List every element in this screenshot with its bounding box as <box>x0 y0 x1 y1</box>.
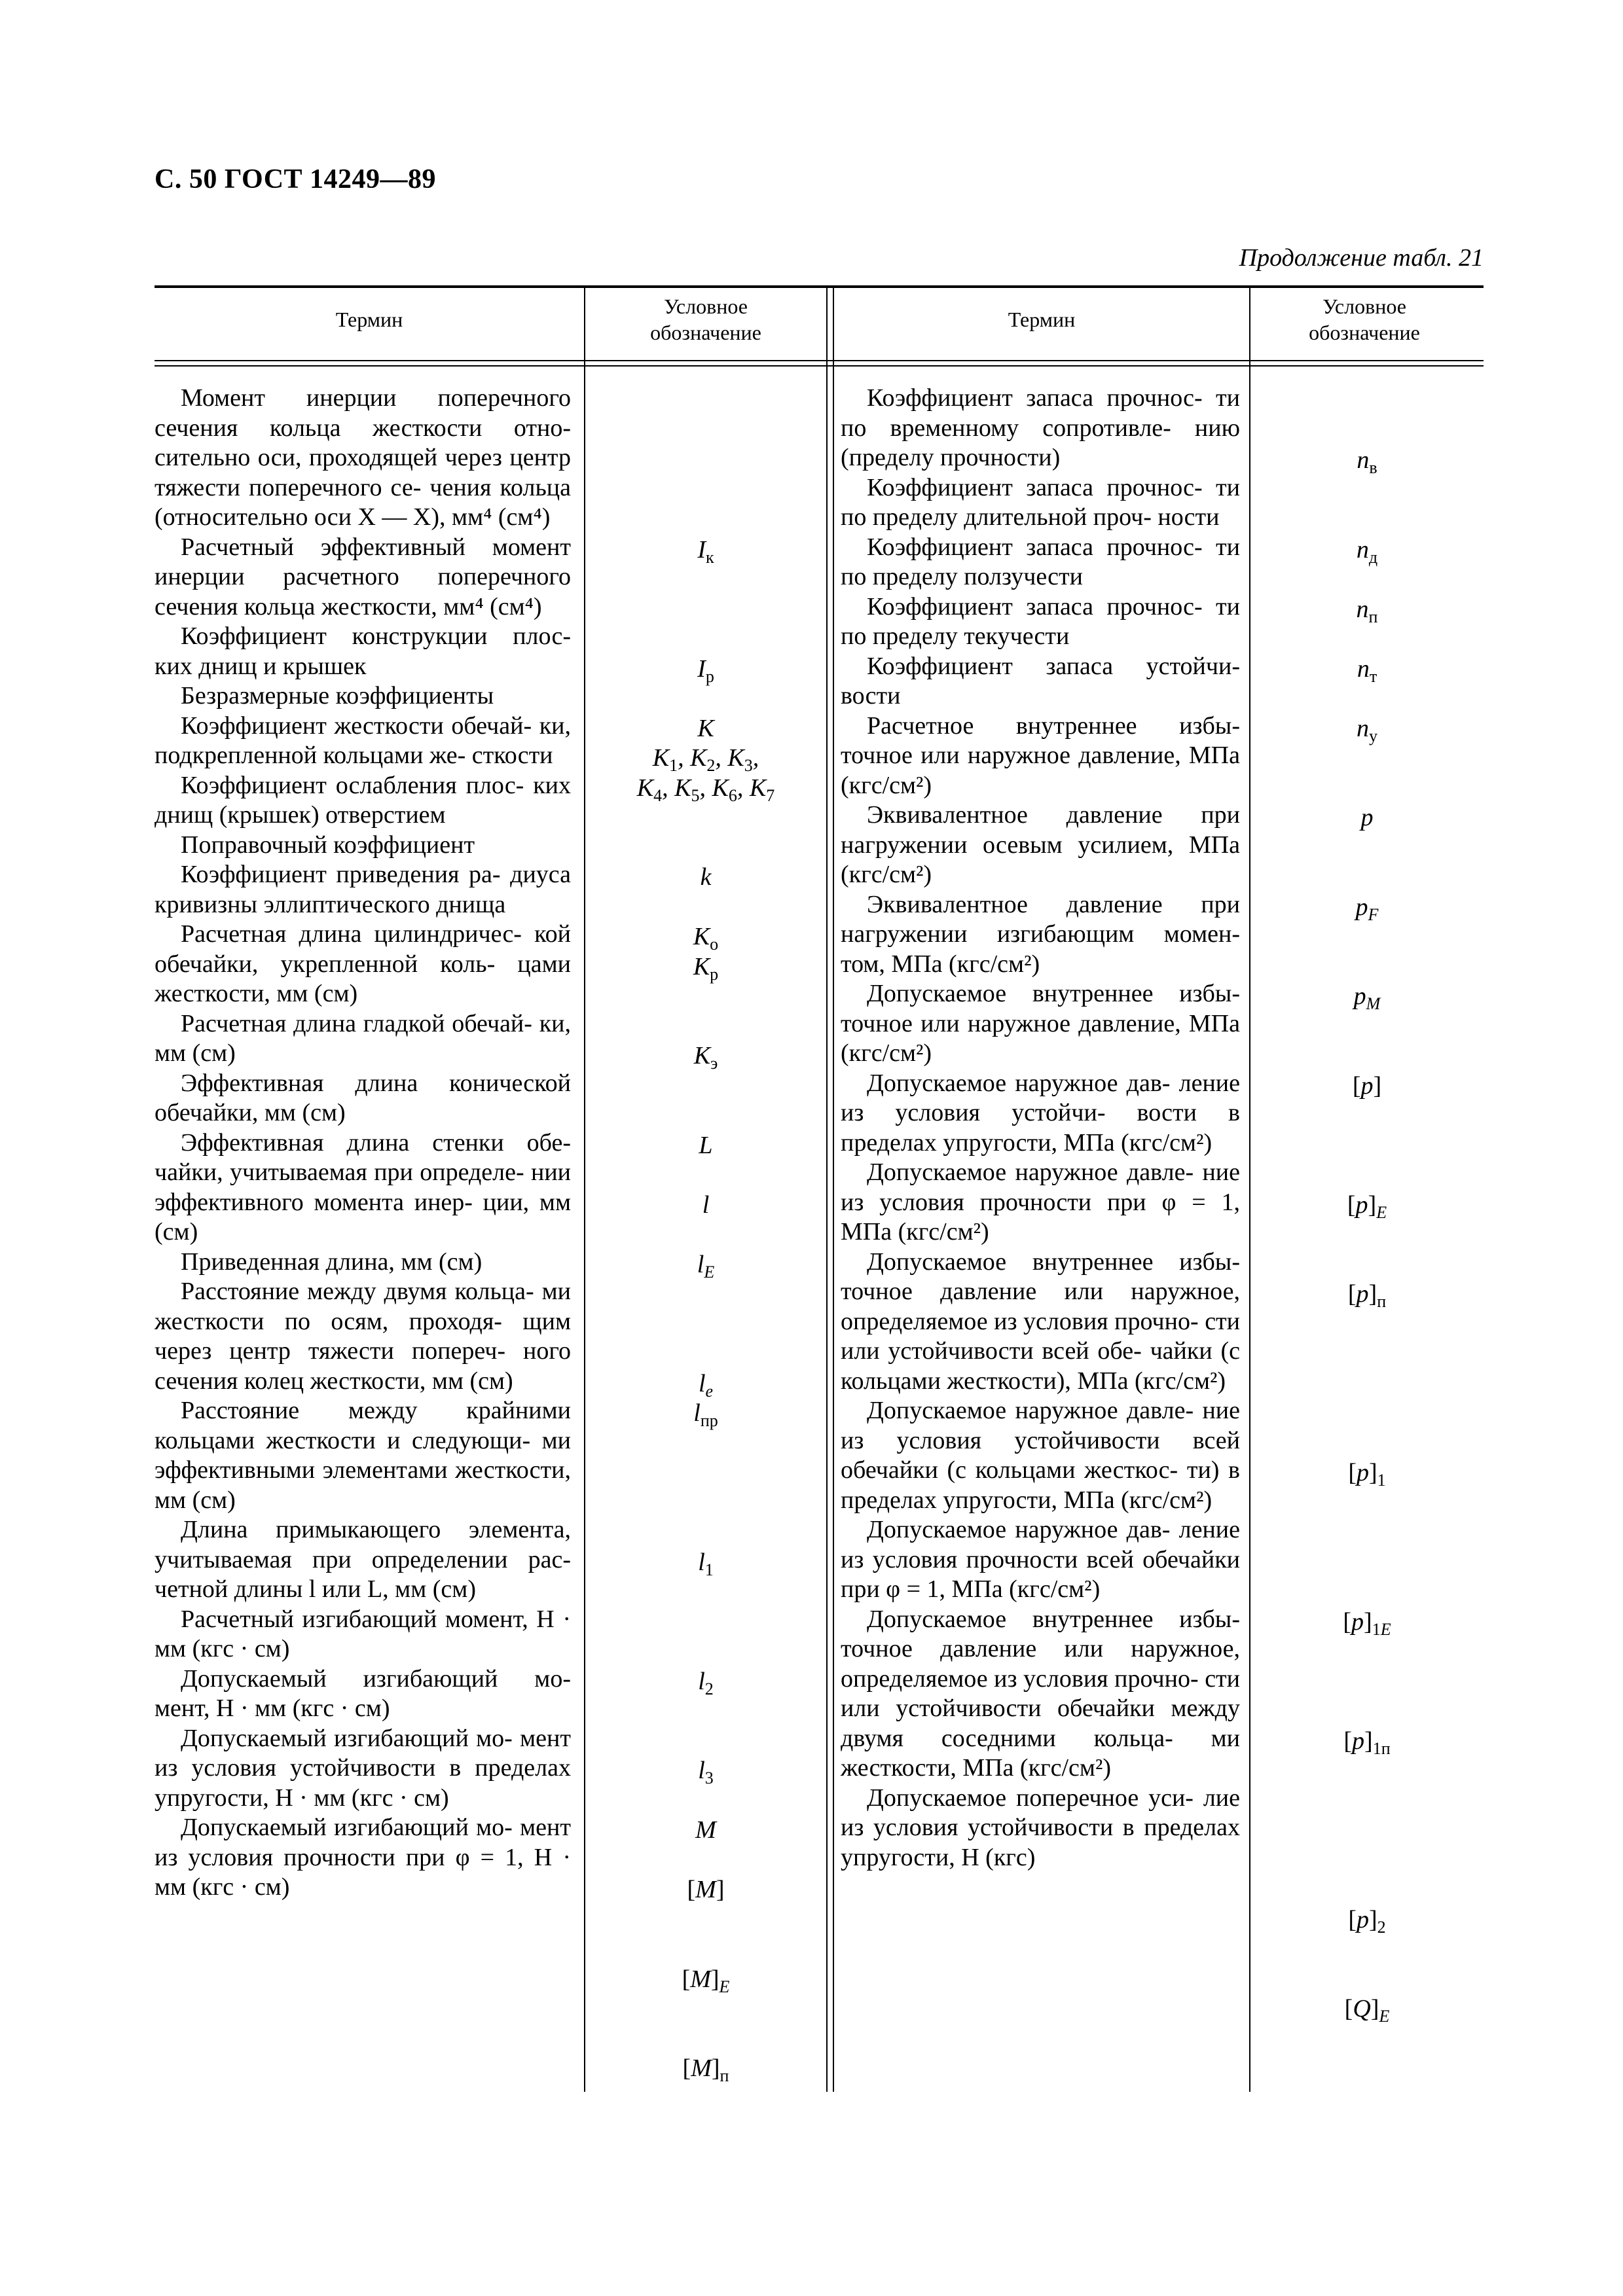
symbol-entry: K <box>697 714 714 742</box>
term-entry: Момент инерции поперечного сечения кольца жесткости отно- сительно оси, проходящей через центр тяжести поперечного се- чения кольца (относительно оси X — X), мм⁴ (см⁴) <box>155 384 571 531</box>
symbol-entry: $[p]_E$ <box>1347 1191 1387 1222</box>
term-entry: Допускаемое наружное давле- ние из условия устойчивости всей обечайки (с кольцами жесткос- ти) в пределах упругости, МПа (кгс/см²) <box>841 1397 1240 1514</box>
symbol-entry: $p_M$ <box>1353 982 1381 1013</box>
term-entry: Поправочный коэффициент <box>181 831 475 859</box>
term-entry: Эквивалентное давление при нагружении осевым усилием, МПа (кгс/см²) <box>841 801 1240 888</box>
term-entry: Допускаемое наружное дав- ление из условия устойчи- вости в пределах упругости, МПа (кгс/см²) <box>841 1069 1240 1157</box>
symbol-entry: $[p]_{1п}$ <box>1343 1727 1391 1758</box>
term-entry: Допускаемый изгибающий мо- мент, Н · мм (кгс · см) <box>155 1664 571 1722</box>
term-entry: Допускаемый изгибающий мо- мент из условия устойчивости в пределах упругости, Н · мм (кгс · см) <box>155 1724 571 1812</box>
symbol-entry: $[M]_E$ <box>682 1965 730 1996</box>
symbol-entry: $n_д$ <box>1356 535 1378 567</box>
term-entry: Расчетная длина цилиндричес- кой обечайки, укрепленной коль- цами жесткости, мм (см) <box>155 920 571 1007</box>
symbol-entry: $[M]_п$ <box>682 2054 729 2085</box>
term-entry: Допускаемое поперечное уси- лие из условия устойчивости в пределах упругости, Н (кгс) <box>841 1784 1240 1871</box>
term-entry: Расчетный изгибающий момент, Н · мм (кгс · см) <box>155 1605 571 1662</box>
term-entry: Допускаемое наружное дав- ление из условия прочности всей обечайки при φ = 1, МПа (кгс/см²) <box>841 1516 1240 1603</box>
term-entry: Коэффициент приведения ра- диуса кривизны эллиптического днища <box>155 861 571 918</box>
term-entry: Эффективная длина стенки обе- чайки, учитываемая при определе- нии эффективного момента инер- ции, мм (см) <box>155 1128 571 1246</box>
symbol-entry: $K_э$ <box>693 1042 718 1073</box>
term-entry: Безразмерные коэффициенты <box>181 682 494 709</box>
symbol-entry: $l_2$ <box>698 1667 714 1698</box>
symbol-entry: $n_в$ <box>1357 446 1377 477</box>
symbol-entry: p <box>1360 804 1374 831</box>
term-entry: Расчетная длина гладкой обечай- ки, мм (см) <box>155 1009 571 1067</box>
symbol-entry: $[p]_{1E}$ <box>1343 1607 1391 1639</box>
symbol-entry: M <box>695 1816 716 1844</box>
table-header-rule-1 <box>155 360 1484 361</box>
table-continuation-caption: Продолжение табл. 21 <box>1239 244 1484 272</box>
term-entry: Допускаемое внутреннее избы- точное давление или наружное, определяемое из условия прочно- сти или устойчивости обечайки между двумя соседними кольца- ми жесткости, МПа (кгс/см²) <box>841 1605 1240 1782</box>
left-terms-column <box>155 384 571 1903</box>
symbol-entry: k <box>700 863 712 891</box>
symbol-entry: $K_о$ <box>693 923 719 954</box>
right-terms-column <box>841 384 1240 1873</box>
header-term-left: Термин <box>335 308 403 331</box>
term-entry: Длина примыкающего элемента, учитываемая при определении рас- четной длины l или L, мм (см) <box>155 1516 571 1603</box>
header-symbol-left: Условное обозначение <box>650 295 761 344</box>
symbol-entry: $l_1$ <box>698 1548 714 1579</box>
header-symbol-right: Условное обозначение <box>1309 295 1420 344</box>
symbol-entry: $I_к$ <box>697 535 714 567</box>
term-entry: Коэффициент запаса прочнос- ти по пределу текучести <box>841 592 1240 650</box>
symbol-entry: $p_F$ <box>1355 893 1379 924</box>
term-entry: Допускаемое внутреннее избы- точное давление или наружное, определяемое из условия прочно- сти или устойчивости всей обе- чайки (с кольцами жесткости), МПа (кгс/см²) <box>841 1247 1240 1395</box>
term-entry: Допускаемое наружное давле- ние из условия прочности при φ = 1, МПа (кгс/см²) <box>841 1158 1240 1246</box>
symbol-entry: [M] <box>687 1876 725 1903</box>
term-entry: Допускаемое внутреннее избы- точное или наружное давление, МПа (кгс/см²) <box>841 980 1240 1067</box>
symbol-entry: $[p]_2$ <box>1348 1905 1386 1937</box>
term-entry: Расчетное внутреннее избы- точное или наружное давление, МПа (кгс/см²) <box>841 711 1240 799</box>
symbol-entry: $[p]_п$ <box>1347 1280 1387 1311</box>
symbol-entry: l <box>702 1191 710 1219</box>
column-divider <box>826 285 828 2092</box>
symbol-entry: L <box>699 1131 713 1159</box>
symbol-entry: $K_р$ <box>693 952 719 984</box>
page-header: С. 50 ГОСТ 14249—89 <box>155 164 437 194</box>
symbol-entry: $n_у$ <box>1357 714 1377 745</box>
symbol-entry: $l_{пр}$ <box>693 1399 718 1430</box>
symbol-entry: $l_e$ <box>698 1369 714 1401</box>
term-entry: Коэффициент запаса устойчи- вости <box>841 652 1240 709</box>
symbol-entry: $[p]_1$ <box>1348 1459 1386 1490</box>
term-entry: Эффективная длина конической обечайки, мм (см) <box>155 1069 571 1126</box>
symbol-entry: $n_т$ <box>1357 655 1377 686</box>
symbol-entry: $l_3$ <box>698 1757 714 1787</box>
symbol-entry: [p] <box>1352 1071 1382 1100</box>
term-entry: Расстояние между двумя кольца- ми жесткости по осям, проходя- щим через центр тяжести попереч- ного сечения колец жесткости, мм (см) <box>155 1278 571 1395</box>
term-entry: Эквивалентное давление при нагружении изгибающим момен- том, МПа (кгс/см²) <box>841 890 1240 978</box>
term-entry: Приведенная длина, мм (см) <box>181 1247 483 1276</box>
term-entry: Коэффициент запаса прочнос- ти по пределу длительной проч- ности <box>841 473 1240 531</box>
symbol-entry: $n_п$ <box>1356 595 1378 626</box>
table-header-rule-2 <box>155 365 1484 367</box>
term-entry: Коэффициент конструкции плос- ких днищ и крышек <box>155 622 571 680</box>
symbol-entry: $K_1$, $K_2$, $K_3$, $K_4$, $K_5$, $K_6$, $K_7$ <box>636 744 775 805</box>
term-entry: Коэффициент запаса прочнос- ти по пределу ползучести <box>841 533 1240 590</box>
term-entry: Коэффициент запаса прочнос- ти по временному сопротивле- нию (пределу прочности) <box>841 384 1240 471</box>
symbol-entry: $[Q]_E$ <box>1344 1995 1390 2026</box>
symbol-entry: $l_E$ <box>697 1250 715 1282</box>
term-entry: Расчетный эффективный момент инерции расчетного поперечного сечения кольца жесткости, мм⁴ (см⁴) <box>155 533 571 620</box>
term-entry: Коэффициент жесткости обечай- ки, подкрепленной кольцами же- сткости <box>155 711 571 769</box>
table-top-rule <box>155 285 1484 288</box>
term-entry: Допускаемый изгибающий мо- мент из условия прочности при φ = 1, Н · мм (кгс · см) <box>155 1814 571 1901</box>
header-term-right: Термин <box>1008 308 1076 331</box>
term-entry: Коэффициент ослабления плос- ких днищ (крышек) отверстием <box>155 771 571 829</box>
term-entry: Расстояние между крайними кольцами жесткости и следующи- ми эффективными элементами жесткости, мм (см) <box>155 1397 571 1514</box>
column-divider <box>833 285 834 2092</box>
symbol-entry: $I_р$ <box>697 655 714 686</box>
